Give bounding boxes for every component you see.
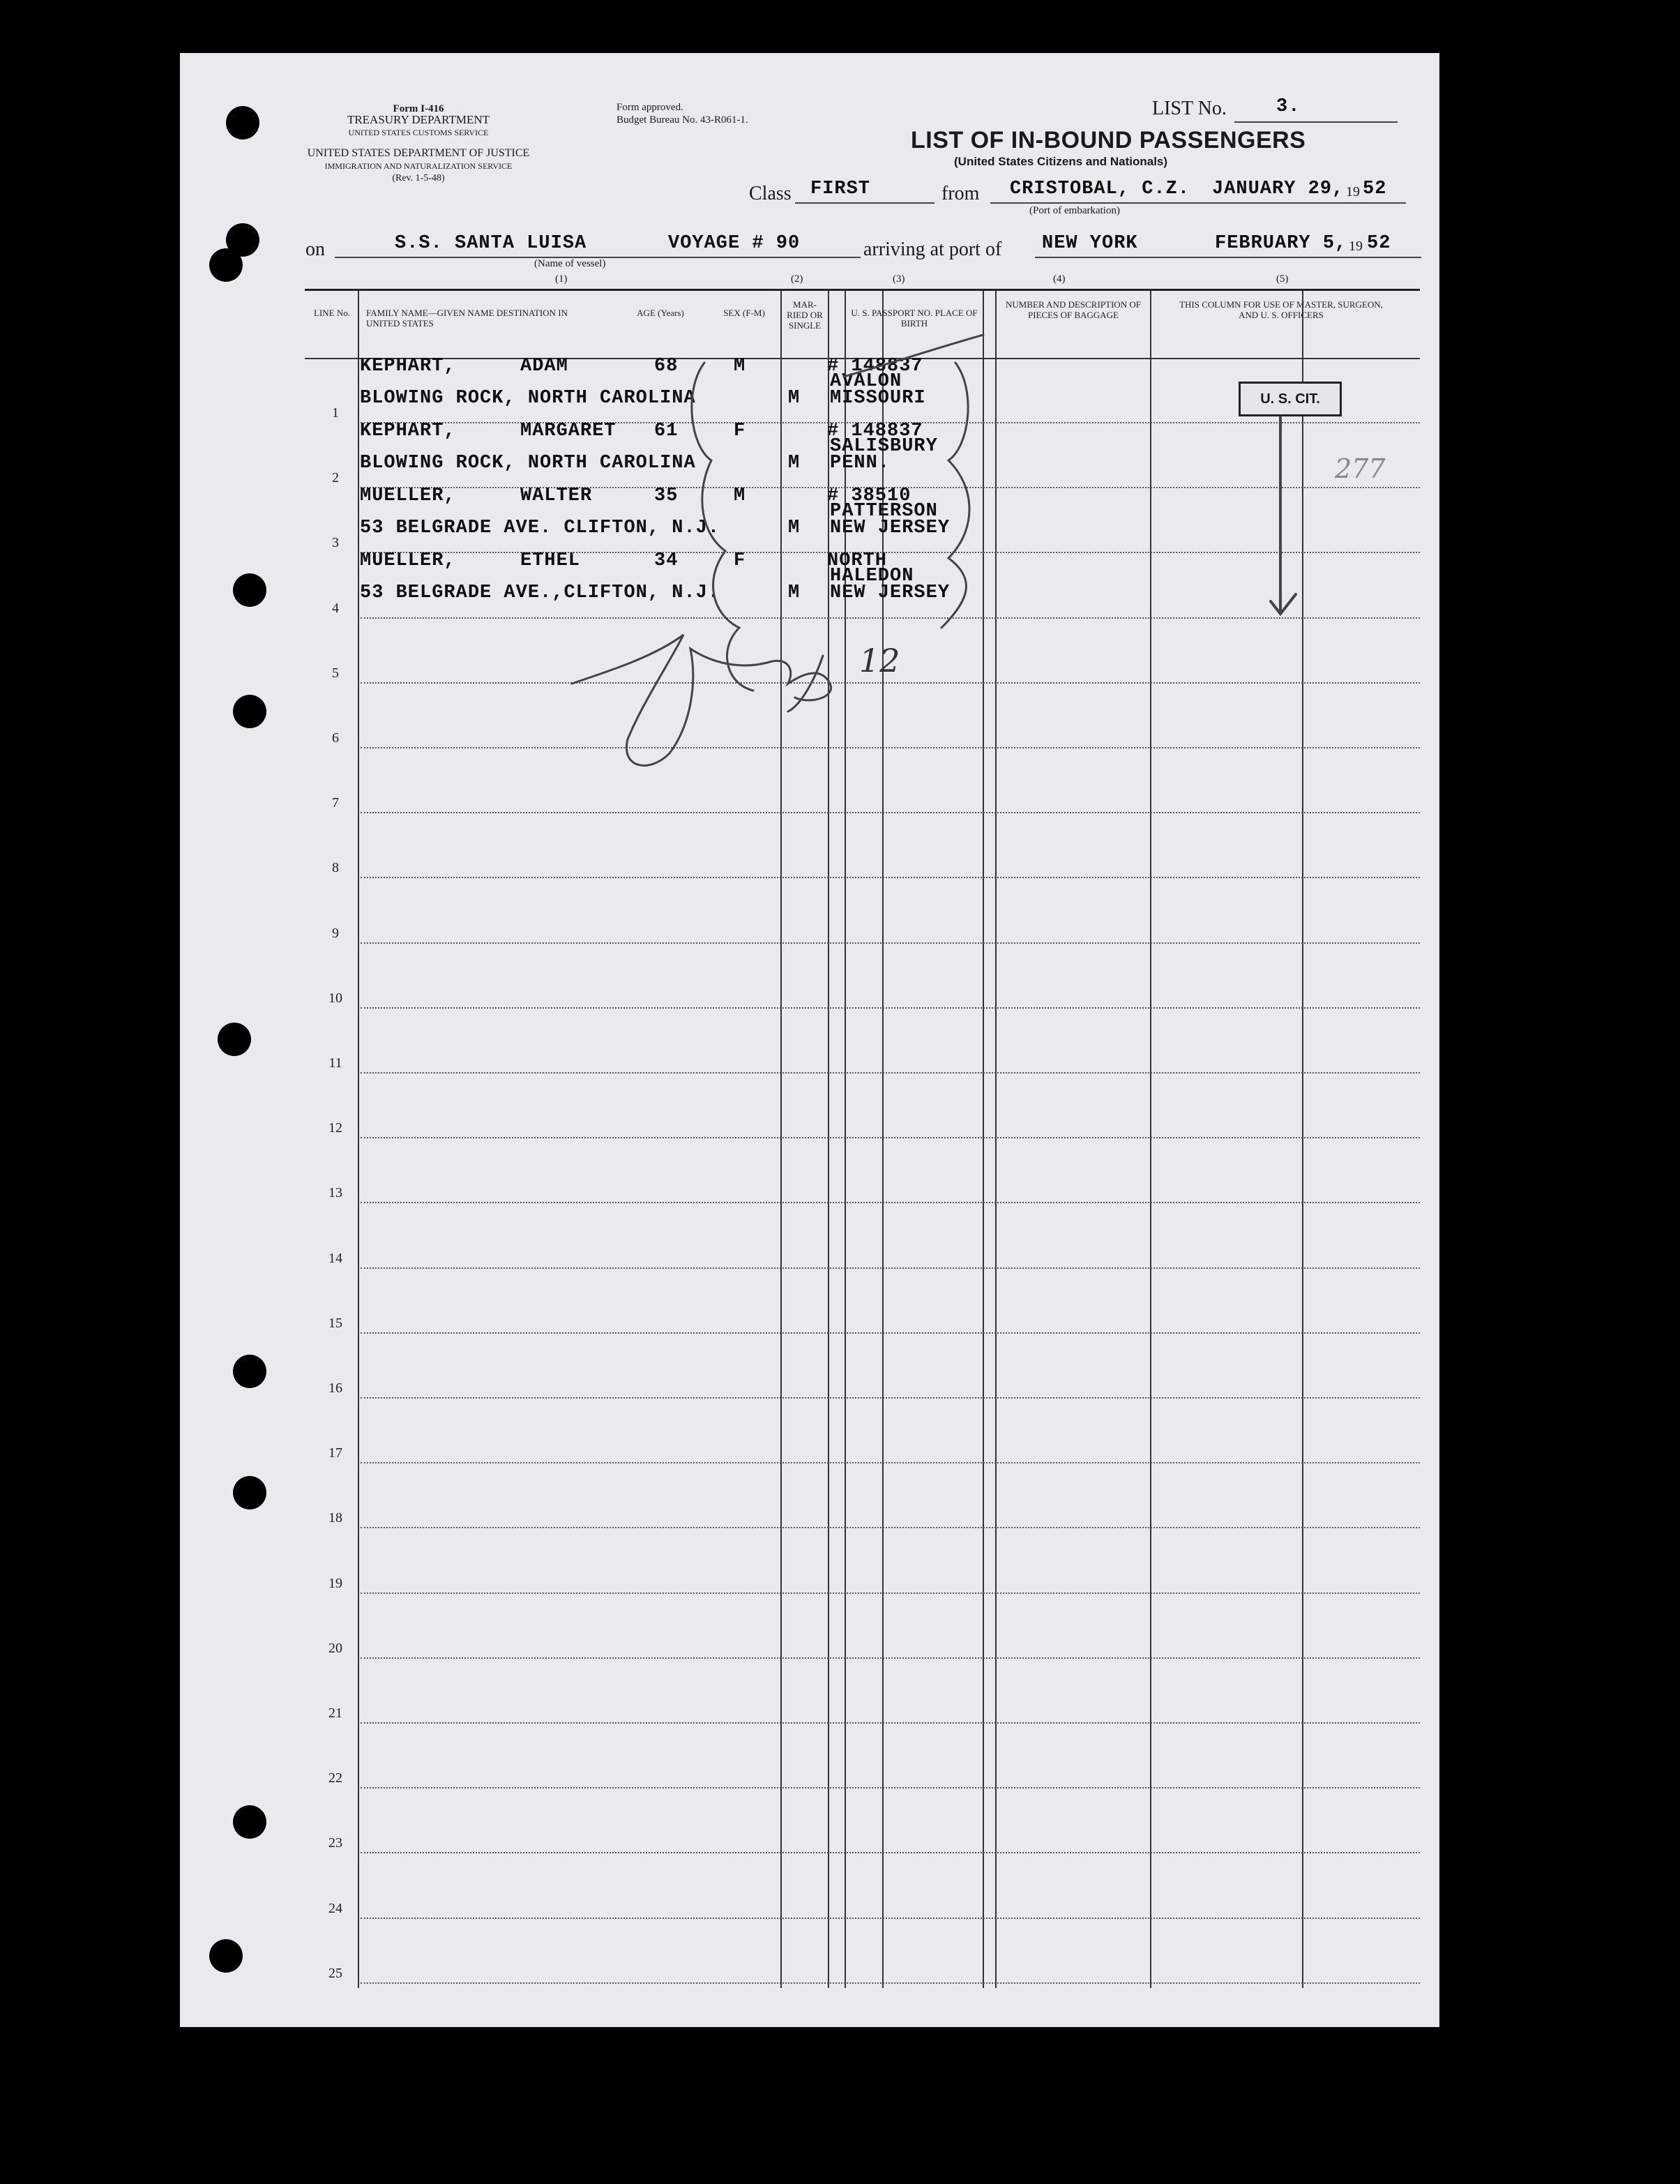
col-num-4: (4) [1053, 273, 1066, 285]
passenger-age: 34 [654, 550, 679, 571]
class-label: Class [749, 183, 792, 204]
line-number: 17 [328, 1445, 342, 1461]
customs-service: UNITED STATES CUSTOMS SERVICE [348, 128, 489, 137]
treasury-dept: TREASURY DEPARTMENT [347, 113, 490, 126]
line-number: 11 [328, 1055, 342, 1071]
vessel-name: S.S. SANTA LUISA [395, 233, 587, 254]
header-age: AGE (Years) [637, 308, 684, 318]
voyage-number: VOYAGE # 90 [668, 233, 801, 254]
line-number: 6 [332, 730, 339, 746]
passport-number: # 148837 [827, 356, 923, 377]
port-caption: (Port of embarkation) [1029, 205, 1120, 216]
passport-number: # 38510 [827, 485, 911, 506]
place-of-birth-line2: MISSOURI [830, 388, 926, 409]
header-line-no: LINE No. [314, 308, 350, 318]
passenger-given-name: ADAM [520, 356, 568, 377]
justice-dept: UNITED STATES DEPARTMENT OF JUSTICE [307, 147, 530, 159]
line-number: 13 [328, 1185, 342, 1200]
pen-bracket [941, 363, 969, 628]
passenger-family-name: MUELLER, [360, 550, 456, 571]
line-number: 7 [332, 795, 339, 811]
handwritten-annotation: 12 [859, 642, 900, 679]
line-number: 4 [332, 601, 339, 616]
year-prefix: 19 [1349, 239, 1363, 254]
vessel-caption: (Name of vessel) [534, 258, 606, 269]
passenger-sex: F [734, 421, 746, 442]
passenger-marital-status: M [788, 518, 801, 539]
arrival-date: FEBRUARY 5, [1215, 233, 1347, 254]
from-label: from [941, 183, 980, 204]
passenger-marital-status: M [788, 388, 801, 409]
place-of-birth-line1: AVALON [830, 371, 902, 392]
line-number: 22 [328, 1770, 342, 1786]
arrival-port: NEW YORK [1042, 233, 1138, 254]
header-married: MAR- RIED OR SINGLE [787, 299, 823, 331]
list-no-label: LIST No. [1152, 98, 1227, 119]
passenger-destination: BLOWING ROCK, NORTH CAROLINA [360, 388, 696, 409]
line-number: 18 [328, 1510, 342, 1526]
passenger-marital-status: M [788, 582, 801, 603]
arriving-label: arriving at port of [863, 239, 1002, 260]
class-value: FIRST [810, 179, 871, 199]
year-prefix: 19 [1346, 184, 1360, 199]
line-number: 25 [328, 1966, 342, 1981]
form-number: Form I-416 [393, 103, 444, 114]
passenger-destination: 53 BELGRADE AVE. CLIFTON, N.J. [360, 518, 720, 539]
place-of-birth-line2: PENN. [830, 453, 891, 474]
pen-bracket [692, 363, 753, 691]
line-number: 8 [332, 860, 339, 875]
line-number: 19 [328, 1576, 342, 1591]
passenger-age: 68 [654, 356, 679, 377]
form-approved: Form approved. [616, 102, 683, 113]
list-no-value: 3. [1276, 96, 1301, 117]
line-number: 3 [332, 535, 339, 550]
header-baggage: NUMBER AND DESCRIPTION OF PIECES OF BAGGAGE [1006, 299, 1141, 320]
line-number: 20 [328, 1641, 342, 1656]
place-of-birth-line1: SALISBURY [830, 436, 938, 457]
revision: (Rev. 1-5-48) [392, 173, 445, 183]
passenger-given-name: WALTER [520, 485, 593, 506]
line-number: 2 [332, 470, 339, 485]
col-num-5: (5) [1276, 273, 1289, 285]
col-num-2: (2) [791, 273, 803, 285]
arrow-head [1271, 594, 1296, 614]
on-label: on [305, 239, 325, 260]
passenger-family-name: MUELLER, [360, 485, 456, 506]
port-of-embarkation: CRISTOBAL, C.Z. [1010, 179, 1190, 199]
signature-stroke [788, 656, 823, 711]
arrival-year: 52 [1367, 233, 1391, 254]
passenger-destination: BLOWING ROCK, NORTH CAROLINA [360, 453, 696, 474]
us-citizen-stamp: U. S. CIT. [1239, 382, 1342, 416]
ins-service: IMMIGRATION AND NATURALIZATION SERVICE [324, 161, 513, 171]
place-of-birth-line1: HALEDON [830, 566, 914, 587]
handwritten-number: 277 [1335, 453, 1386, 484]
page-subtitle: (United States Citizens and Nationals) [954, 155, 1168, 168]
col-num-1: (1) [555, 273, 568, 285]
passenger-family-name: KEPHART, [360, 356, 456, 377]
col-num-3: (3) [893, 273, 905, 285]
passport-number: NORTH [827, 550, 888, 571]
line-number: 9 [332, 926, 339, 941]
passenger-sex: F [734, 550, 746, 571]
header-official-use: THIS COLUMN FOR USE OF MASTER, SURGEON, AND U. S. OFFICERS [1179, 299, 1383, 320]
place-of-birth-line1: PATTERSON [830, 501, 938, 522]
passport-number: # 148837 [827, 421, 923, 442]
page-title: LIST OF IN-BOUND PASSENGERS [911, 127, 1306, 153]
line-number: 21 [328, 1705, 342, 1721]
line-number: 10 [328, 991, 342, 1006]
signature-stroke [572, 635, 831, 765]
line-number: 1 [332, 405, 339, 421]
line-number: 15 [328, 1316, 342, 1331]
line-number: 14 [328, 1251, 342, 1266]
line-number: 23 [328, 1835, 342, 1851]
passenger-given-name: MARGARET [520, 421, 616, 442]
line-number: 5 [332, 665, 339, 681]
passenger-age: 35 [654, 485, 679, 506]
header-sex: SEX (F-M) [723, 308, 765, 318]
place-of-birth-line2: NEW JERSEY [830, 518, 951, 539]
line-number: 24 [328, 1901, 342, 1916]
departure-date: JANUARY 29, [1212, 179, 1345, 199]
budget-bureau: Budget Bureau No. 43-R061-1. [616, 114, 748, 126]
passenger-marital-status: M [788, 453, 801, 474]
pen-stroke [844, 335, 983, 377]
passenger-sex: M [734, 485, 746, 506]
passenger-family-name: KEPHART, [360, 421, 456, 442]
departure-year: 52 [1363, 179, 1387, 199]
line-number: 12 [328, 1120, 342, 1136]
header-passport: U. S. PASSPORT NO. PLACE OF BIRTH [851, 308, 978, 329]
place-of-birth-line2: NEW JERSEY [830, 582, 951, 603]
passenger-given-name: ETHEL [520, 550, 581, 571]
passenger-age: 61 [654, 421, 679, 442]
passenger-sex: M [734, 356, 746, 377]
line-number: 16 [328, 1380, 342, 1396]
header-name: FAMILY NAME—GIVEN NAME DESTINATION IN UNITED STATES [366, 308, 568, 329]
passenger-destination: 53 BELGRADE AVE.,CLIFTON, N.J. [360, 582, 720, 603]
